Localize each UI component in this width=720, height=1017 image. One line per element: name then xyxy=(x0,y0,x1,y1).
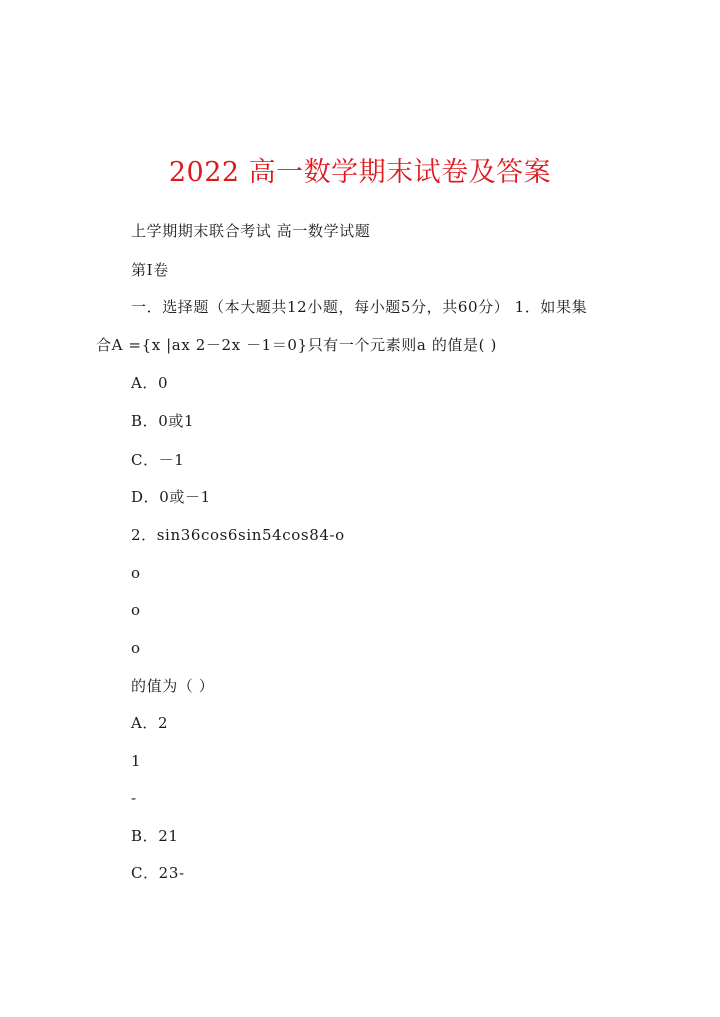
question-1-option-c: C．－1 xyxy=(131,451,185,469)
question-2-option-a: A．2 xyxy=(131,714,169,732)
question-2-option-c: C．23- xyxy=(131,864,185,882)
degree-mark-3: o xyxy=(131,639,141,657)
fraction-bar: - xyxy=(131,789,137,807)
volume-heading: 第Ⅰ卷 xyxy=(131,261,169,279)
question-1-option-d: D．0或－1 xyxy=(131,488,211,506)
degree-mark-2: o xyxy=(131,601,141,619)
degree-mark-1: o xyxy=(131,564,141,582)
question-2-option-b: B．21 xyxy=(131,827,179,845)
question-1-option-a: A．0 xyxy=(131,374,169,392)
question-1-option-b: B．0或1 xyxy=(131,412,195,430)
exam-subtitle: 上学期期末联合考试 高一数学试题 xyxy=(131,222,371,240)
document-title: 2022 高一数学期末试卷及答案 xyxy=(168,157,552,188)
question-1-continuation: 合A ={x |ax 2－2x －1＝0}只有一个元素则a 的值是( ) xyxy=(96,336,497,354)
question-2-prompt: 的值为（ ） xyxy=(131,677,215,695)
fraction-numerator: 1 xyxy=(131,752,142,770)
question-2-stem: 2．sin36cos6sin54cos84-o xyxy=(131,526,345,544)
section-heading: 一．选择题（本大题共12小题，每小题5分，共60分） 1．如果集 xyxy=(131,298,588,316)
